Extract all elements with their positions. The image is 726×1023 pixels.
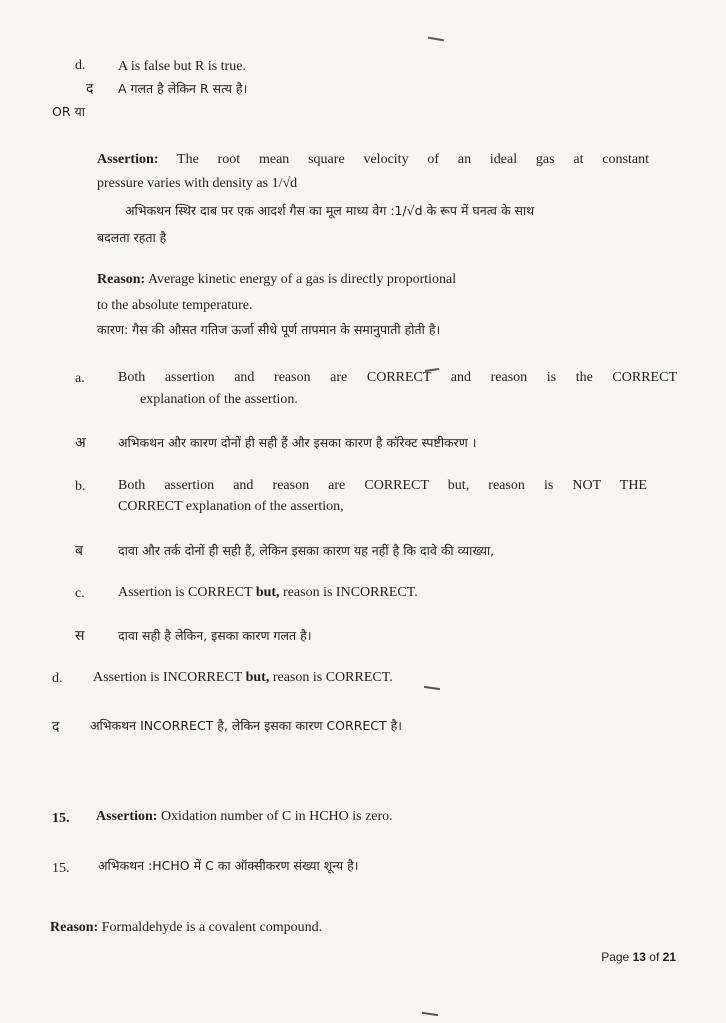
q15-hi-number: 15. bbox=[52, 861, 70, 876]
q15-reason-label: Reason: bbox=[50, 920, 99, 935]
option-b-line1: Both assertion and reason are CORRECT but, reason is NOT THE bbox=[118, 478, 647, 493]
footer-page-number: 13 bbox=[632, 950, 646, 964]
pen-mark bbox=[424, 686, 440, 690]
option-a-hi: अभिकथन और कारण दोनों ही सही हैं और इसका कारण है कॉरेक्ट स्पष्टीकरण । bbox=[118, 435, 477, 450]
q15-reason-text: Formaldehyde is a covalent compound. bbox=[101, 920, 323, 935]
option-d-text-post: reason is CORRECT. bbox=[272, 670, 393, 685]
option-c-text-post: reason is INCORRECT. bbox=[283, 585, 418, 600]
pen-mark bbox=[422, 1012, 438, 1016]
q15-assertion bbox=[96, 808, 393, 826]
option-d-text-pre: Assertion is INCORRECT bbox=[93, 670, 243, 685]
or-assertion-line1 bbox=[97, 151, 649, 169]
or-assertion-label: Assertion: bbox=[97, 152, 159, 167]
or-reason-hi: कारण: गैस की औसत गतिज ऊर्जा सीधे पूर्ण तापमान के समानुपाती होती है। bbox=[97, 322, 441, 337]
option-c-hi-label: स bbox=[75, 628, 85, 644]
pen-mark bbox=[428, 37, 444, 41]
option-b-label: b. bbox=[75, 479, 86, 494]
prev-option-d-text: A is false but R is true. bbox=[118, 59, 246, 74]
option-d-text-bold: but, bbox=[245, 670, 270, 685]
option-d-text bbox=[93, 669, 393, 687]
option-a-label: a. bbox=[75, 371, 85, 386]
q15-number: 15. bbox=[52, 811, 70, 826]
q15-assertion-text: Oxidation number of C in HCHO is zero. bbox=[160, 809, 393, 824]
or-reason-label: Reason: bbox=[97, 272, 146, 287]
or-reason-text: Average kinetic energy of a gas is directly proportional bbox=[147, 272, 457, 287]
option-c-label: c. bbox=[75, 586, 85, 601]
q15-assertion-hi: अभिकथन :HCHO में C का ऑक्सीकरण संख्या शून्य है। bbox=[98, 858, 359, 873]
or-assertion-hi-line1: अभिकथन स्थिर दाब पर एक आदर्श गैस का मूल माध्य वेग :1/√d के रूप में घनत्व के साथ bbox=[125, 203, 535, 218]
option-c-text bbox=[118, 584, 418, 602]
option-b-line2: CORRECT explanation of the assertion, bbox=[118, 499, 344, 514]
option-c-text-pre: Assertion is CORRECT bbox=[118, 585, 253, 600]
option-b-hi-label: ब bbox=[75, 543, 83, 559]
option-a-line1: Both assertion and reason are CORRECT and reason is the CORRECT bbox=[118, 370, 677, 385]
or-reason-line2: to the absolute temperature. bbox=[97, 298, 253, 313]
option-b-hi: दावा और तर्क दोनों ही सही हैं, लेकिन इसका कारण यह नहीं है कि दावे की व्याख्या, bbox=[118, 543, 495, 558]
option-a-line2: explanation of the assertion. bbox=[140, 392, 298, 407]
prev-option-d-hi-label: द bbox=[86, 81, 94, 97]
prev-option-d-hi-text: A गलत है लेकिन R सत्य है। bbox=[118, 81, 248, 96]
option-d-hi: अभिकथन INCORRECT है, लेकिन इसका कारण CORRECT है। bbox=[90, 718, 402, 733]
or-reason-line1 bbox=[97, 271, 456, 289]
q15-assertion-label: Assertion: bbox=[96, 809, 158, 824]
or-assertion-hi-line2: बदलता रहता है bbox=[97, 230, 167, 245]
or-assertion-line2: pressure varies with density as 1/√d bbox=[97, 176, 298, 191]
footer-page-word: Page bbox=[601, 950, 630, 964]
or-separator: OR या bbox=[52, 104, 85, 119]
page-footer bbox=[601, 950, 676, 964]
footer-page-total: 21 bbox=[662, 950, 676, 964]
prev-option-d-label: d. bbox=[75, 58, 86, 73]
option-a-hi-label: अ bbox=[75, 435, 86, 451]
or-assertion-text: The root mean square velocity of an ideal gas at constant bbox=[177, 152, 649, 167]
q15-reason bbox=[50, 919, 322, 937]
footer-of-word: of bbox=[649, 950, 660, 964]
option-d-hi-label: द bbox=[52, 719, 60, 735]
option-c-text-bold: but, bbox=[255, 585, 280, 600]
option-c-hi: दावा सही है लेकिन, इसका कारण गलत है। bbox=[118, 628, 312, 643]
option-d-label: d. bbox=[52, 671, 63, 686]
